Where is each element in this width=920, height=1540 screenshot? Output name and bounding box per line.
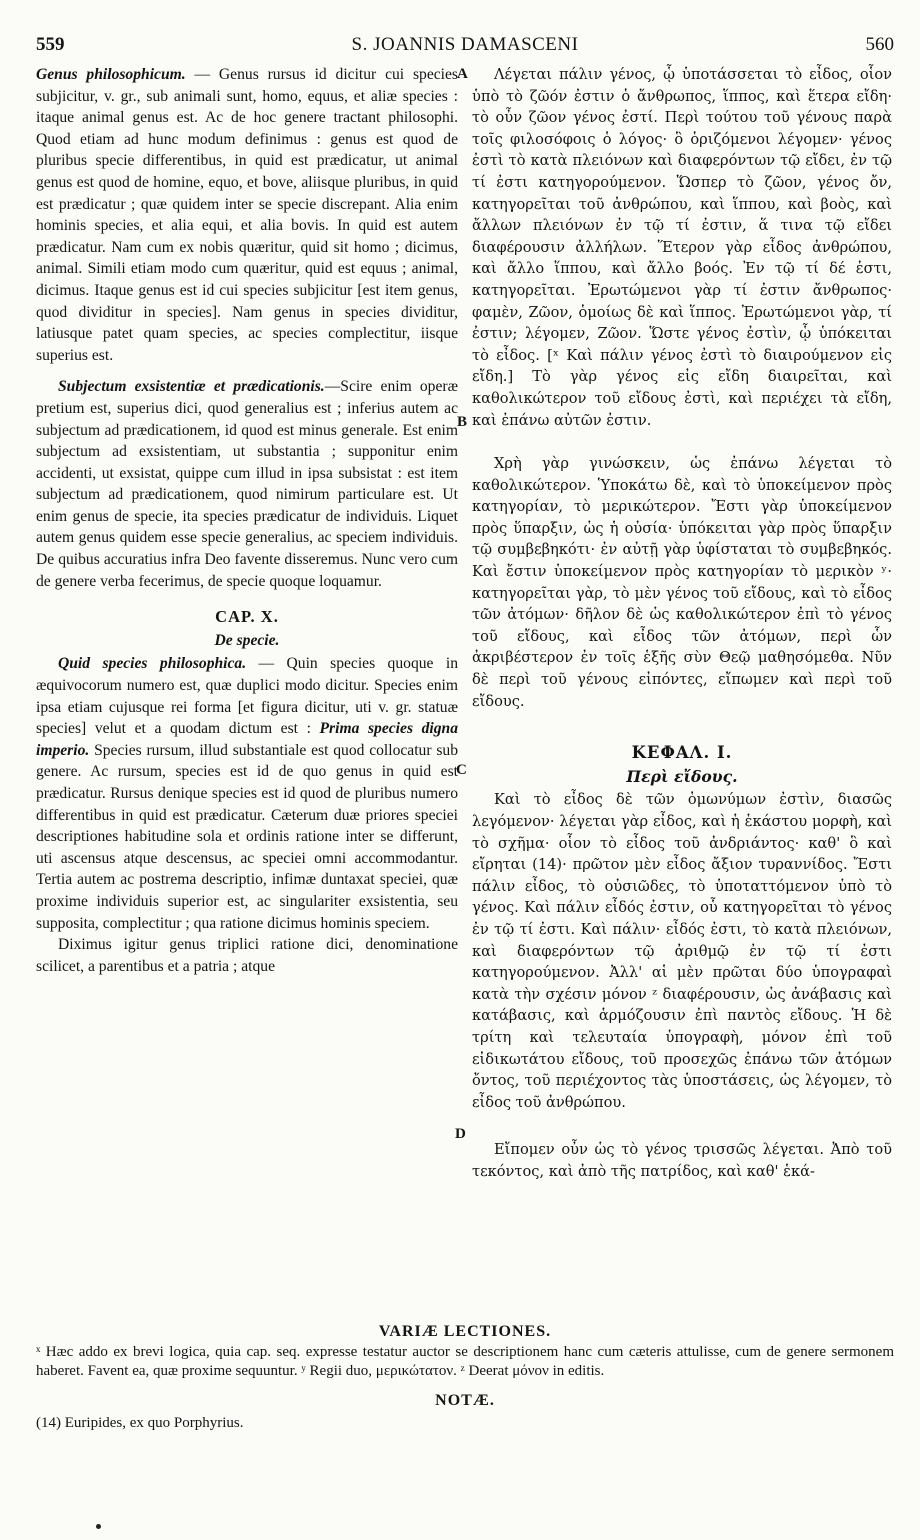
ink-speck: [96, 1524, 101, 1529]
running-title: S. JOANNIS DAMASCENI: [351, 34, 579, 55]
rubric-genus-philosophicum: Genus philosophicum.: [36, 66, 186, 83]
greek-chapter-title: ΚΕΦΑΛ. Ι.: [631, 743, 733, 763]
greek-paragraph-eidos: Καὶ τὸ εἶδος δὲ τῶν ὁμωνύμων ἐστὶν, διασῶς λεγόμενον· λέγεται γὰρ εἶδος, καὶ ἡ ἑκάστου μορφὴ, καὶ τὸ σχῆμα· οἷον τὸ εἶδος τοῦ ἀνδριάντος· καθ' ὃ καὶ εἴρηται (14)· πρῶτον μὲν εἶδος ἄξιον τυραννίδος. Ἔστι πάλιν εἶδος, τὸ οὐσιῶδες, τὸ ὑποταττόμενον ὑπὸ τὸ γένος. Καὶ πάλιν εἶδός ἐστιν, οὗ κατηγορεῖται τὸ γένος ἐν τῷ τί ἐστι. Καὶ πάλιν· εἶδός ἐστι, τὸ κατὰ πλειόνων, καὶ διαφερόντων τῷ ἀριθμῷ ἐν τῷ τί ἐστι κατηγορούμενον. Ἀλλ' αἱ μὲν πρῶται δύο ὑπογραφαὶ κατὰ τὴν σχέσιν μόνον ᶻ διαφέρουσιν, ὡς ἀνάβασις καὶ κατάβασις, καὶ ἁρμόζουσιν ἐπὶ παντὸς εἴδους. Ἡ δὲ τρίτη καὶ τελευταία ὑπογραφὴ, μόνον ἐπὶ τοῦ εἰδικωτάτου εἴδους, τοῦ προσεχῶς ἐπάνω τῶν ἀτόμων ὄντος, τοῦ περιέχοντος τὰς ὑποστάσεις, ὡς λέγομεν, τὸ εἶδος τοῦ ἀνθρώπου.: [472, 791, 892, 1111]
margin-letter-a: A: [457, 66, 468, 82]
rubric-subjectum: Subjectum exsistentiæ et prædicationis.: [58, 378, 325, 396]
margin-letter-d: D: [455, 1126, 466, 1142]
greek-paragraph-eipomen: Εἴπομεν οὖν ὡς τὸ γένος τρισσῶς λέγεται. Ἀπὸ τοῦ τεκόντος, καὶ ἀπὸ τῆς πατρίδος, καὶ καθ' ἑκά-: [472, 1141, 892, 1180]
latin-paragraph-species: [36, 653, 458, 934]
latin-paragraph-diximus: Diximus igitur genus triplici ratione dici, denominatione scilicet, a parentibus et a patria ; atque: [36, 936, 458, 975]
page-number-right: 560: [865, 34, 894, 55]
greek-paragraph-genos: Λέγεται πάλιν γένος, ᾧ ὑποτάσσεται τὸ εἶδος, οἷον ὑπὸ τὸ ζῶόν ἐστιν ὁ ἄνθρωπος, ἵππος, καὶ ἕτερα εἴδη· τὸ οὖν ζῶον γένος ἐστί. Περὶ τούτου τοῦ γένους παρὰ τοῖς φιλοσόφοις ὁ λόγος· ὃ ὁριζόμενοι λέγομεν· γένος ἐστὶ τὸ κατὰ πλειόνων καὶ διαφερόντων τῷ εἴδει, ἐν τῷ τί ἐστι κατηγορούμενον. Ὥσπερ τὸ ζῶον, γένος ὄν, κατηγορεῖται τοῦ ἀνθρώπου, καὶ ἵππου, καὶ βοὸς, καὶ ἄλλων πλειόνων ἐν τῷ τί ἐστιν, ἅ τινα τῷ εἴδει διαφέρουσιν ἀλλήλων. Ἕτερον γὰρ εἶδος ἀνθρώπου, καὶ ἄλλο ἵππου, καὶ ἄλλο βοός. Ἐν τῷ τί δέ ἐστι, κατηγορεῖται. Ἐρωτώμενοι γὰρ τί ἐστιν ἄνθρωπος· φαμὲν, Ζῶον, ὁμοίως δὲ καὶ ἵππος. Ἐρωτώμενοι γὰρ, τί ἐστιν; λέγομεν, Ζῶον. Ὥστε γένος ἐστὶν, ᾧ ὑπόκειται τὸ εἶδος. [ˣ Καὶ πάλιν γένος ἐστὶ τὸ διαιρούμενον εἰς εἴδη.] Τὸ γὰρ γένος εἰς εἴδη διαιρεῖται, καὶ καθολικώτερον τοῦ εἴδους ἐστὶ, καὶ περιέχει τὰ εἴδη, καὶ ἐπάνω αὐτῶν ἐστιν.: [472, 66, 892, 429]
latin-paragraph-subjectum: [36, 376, 458, 592]
latin-paragraph-genus: [36, 64, 458, 366]
rubric-quid-species: Quid species philosophica.: [58, 655, 247, 673]
notae-heading: NOTÆ.: [435, 1392, 495, 1409]
page-number-left: 559: [36, 34, 65, 55]
latin-text: Species rursum, illud substantiale est quod collocatur sub genere. Ac rursum, species est id de quo genus in quid est prædicatur. Rursus denique species est id quod de pluribus numero differentibus in quid est prædicatur. Cæterum duæ priores speciei descriptiones habitudine sola et ordinis ratione inter se differunt, uti ascensus atque descensus, ac speciei omni accommodantur. Tertia autem ac postrema descriptio, infimæ duntaxat speciei, quæ proxime individuis superior est, ac singulariter exsistentia, seu supposita, complectitur ; qua ratione dicimus hominis speciem.: [36, 741, 458, 932]
margin-letter-c: C: [456, 762, 467, 778]
footnotes: [36, 1322, 894, 1433]
latin-text: —Scire enim operæ pretium est, superius dici, quod generalius est ; inferius autem ac subjectum ad prædicationem, id quod est minus generale. Est enim subjectum ad exsistentiam, ut substantia ; supponitur enim accidenti, ut exsistat, quippe cum illud in ipsa subsistat : est item subjectum ad prædicationem, quod nimirum particulare est. Ut enim genus de specie, ita species prædicatur de individuis. Liquet autem genus quidem esse specie generalius, ac speciem individuis. De quibus accuratius infra Deo favente disseremus. Nunc vero cum de genere verba fecerimus, de specie quoque loquamur.: [36, 378, 458, 590]
greek-chapter-subtitle: Περὶ εἴδους.: [626, 766, 738, 786]
page-header: [36, 34, 894, 60]
latin-column: [36, 64, 458, 977]
variae-lectiones-heading: VARIÆ LECTIONES.: [378, 1323, 552, 1340]
margin-letter-b: B: [457, 414, 468, 430]
variae-lectiones-text: ˣ Hæc addo ex brevi logica, quia cap. seq. expresse testatur auctor se descriptionem hanc cum cæteris attulisse, cum de genere sermonem haberet. Favent ea, quæ proxime sequuntur. ʸ Regii duo, μερικώτατον. ᶻ Deerat μόνον in editis.: [36, 1344, 894, 1379]
latin-text: — Quin species quoque in æquivocorum numero est, quæ duplici modo dicitur. Species enim ipsa etiam cujusque rei forma [et figura dicitur, uti v. gr. statuæ species] velut et a quodam dictum est :: [36, 655, 458, 738]
latin-chapter-title: CAP. X.: [215, 607, 279, 627]
latin-text: — Genus rursus id dicitur cui species subjicitur, v. gr., sub animali sunt, homo, equus, et aliæ species : itaque animal genus est. Ac de hoc genere tractant philosophi. Quod etiam ad hunc modum definimus : genus est quod de pluribus specie differentibus, in quid est prædicatur, ut animal genus est quod de homine, equo, et bove, aliisque pluribus, in quid est prædicatur ; quæ quidem inter se specie discrepant. Alia enim hominis species, et alia equi, et alia bovis. In quid est autem prædicatur. Nam cum ex nobis quæritur, quid sit homo ; dicimus, animal. Simili etiam modo cum quæritur, quid est equus ; animal, dicimus. Itaque genus est id cui species subjicitur [est item genus, quod dividitur in species]. Nam genus in species dividitur, latiusque patet quam species, ac species complectitur, iisque superius est.: [36, 66, 458, 364]
latin-chapter-subtitle: De specie.: [214, 631, 280, 649]
latin-quote: Prima species digna imperio.: [36, 720, 458, 759]
greek-paragraph-chre: Χρὴ γὰρ γινώσκειν, ὡς ἐπάνω λέγεται τὸ καθολικώτερον. Ὑποκάτω δὲ, καὶ τὸ ὑποκείμενον πρὸς κατηγορίαν, τὸ μερικώτερον. Ἔστι γὰρ ὑποκείμενον πρὸς ὕπαρξιν, ὡς ἡ οὐσία· ὑπόκειται γὰρ πρὸς ὕπαρξιν τῷ συμβεβηκότι· ἐν αὐτῇ γὰρ ὑφίσταται τὸ συμβεβηκός. Καὶ ἔστιν ὑποκείμενον πρὸς κατηγορίαν τὸ μερικὸν ʸ· κατηγορεῖται γὰρ, τὸ μὲν γένος τοῦ εἴδους, καὶ τὸ εἶδος τῶν ἀτόμων· δῆλον δὲ ὡς καθολικώτερον ἐπὶ τὸ γένος τοῦ εἴδους, καὶ εἶδος τῶν ἀτόμων, περὶ ὧν ἀκριβέστερον ἐν τοῖς ἑξῆς σὺν Θεῷ μαθησόμεθα. Νῦν δὲ περὶ τοῦ γένους εἰπόντες, εἴπωμεν καὶ περὶ τοῦ εἴδους.: [472, 455, 892, 710]
notae-text: (14) Euripides, ex quo Porphyrius.: [36, 1415, 244, 1431]
greek-column: [472, 64, 892, 1183]
